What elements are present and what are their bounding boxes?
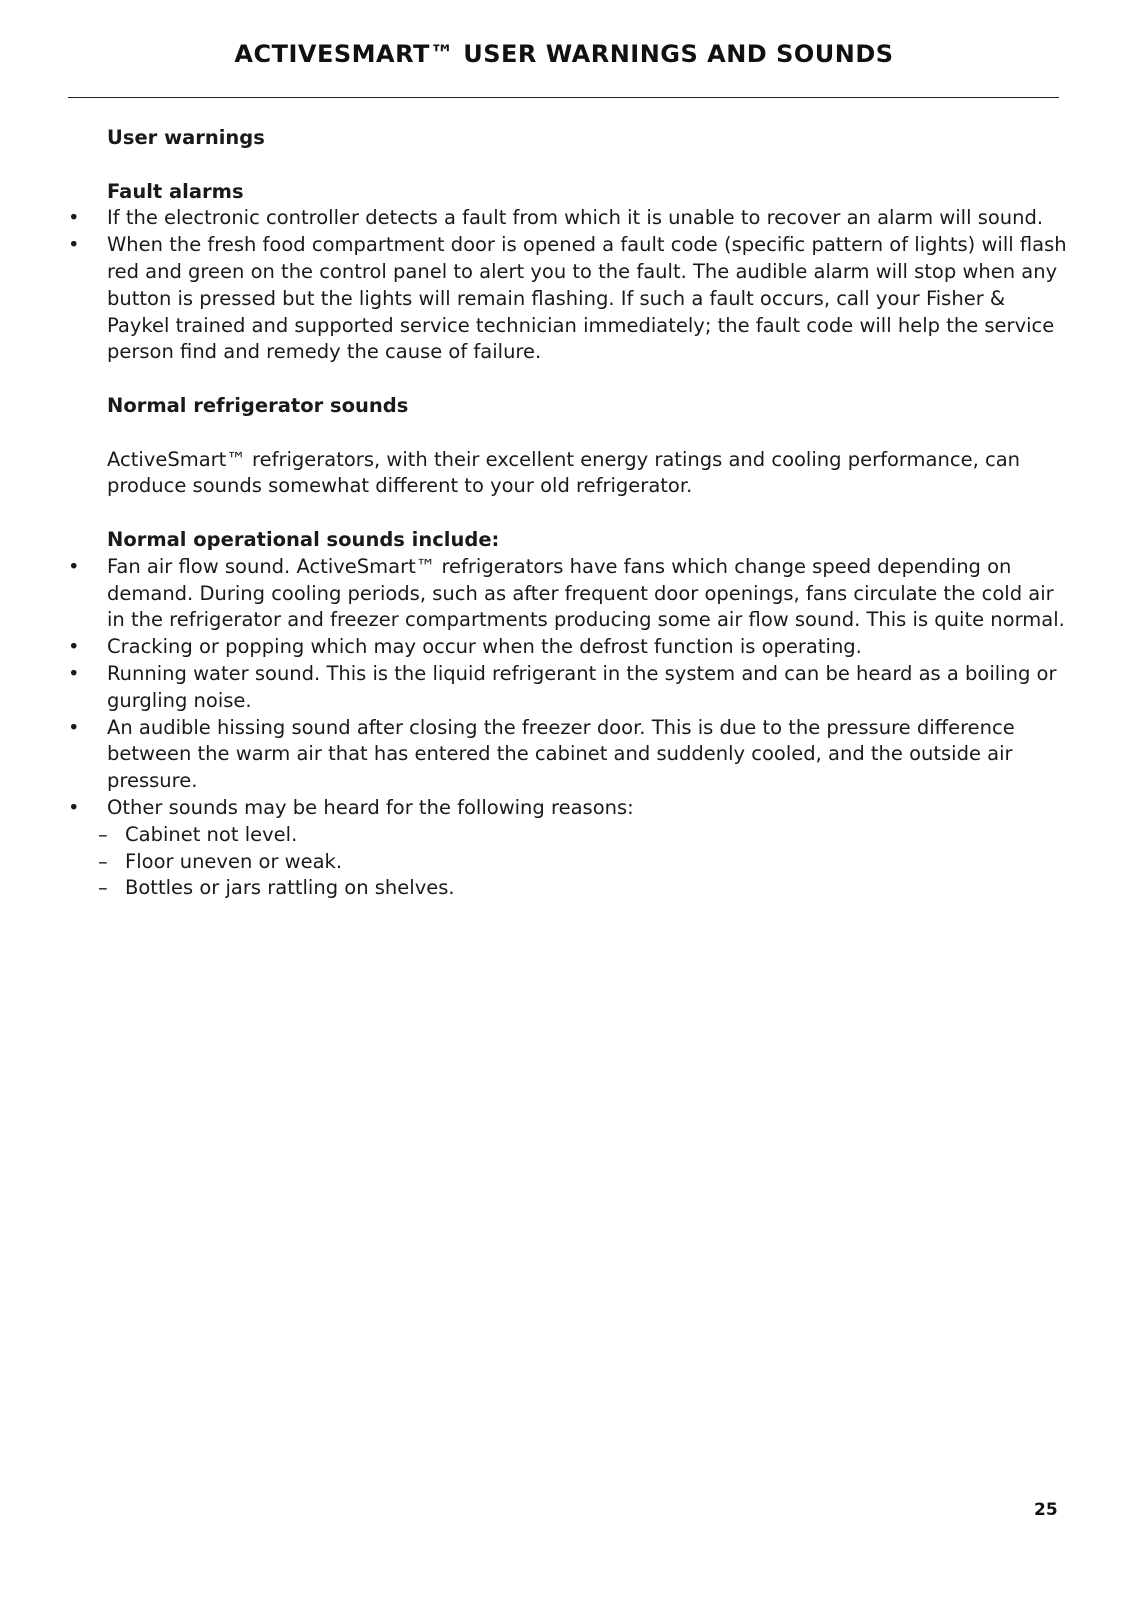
page-number: 25 — [1034, 1500, 1058, 1520]
list-item — [68, 554, 1068, 634]
dash-icon: – — [98, 822, 108, 846]
page-content — [68, 125, 1068, 902]
normal-sounds-heading: Normal refrigerator sounds — [107, 393, 409, 417]
fault-alarms-list — [68, 205, 1068, 366]
bullet-icon: • — [68, 635, 80, 659]
sub-list-item-text: Floor uneven or weak. — [125, 849, 343, 873]
list-item — [68, 205, 1068, 232]
list-item-text: If the electronic controller detects a fault from which it is unable to recover an alarm will sound. — [107, 206, 1044, 230]
list-item-text: Running water sound. This is the liquid refrigerant in the system and can be heard as a boiling or gurgling noise. — [107, 661, 1057, 712]
list-item — [68, 232, 1068, 366]
list-item-text: An audible hissing sound after closing the freezer door. This is due to the pressure difference between the warm air that has entered the cabinet and suddenly cooled, and the outside air pressure. — [107, 715, 1015, 793]
sub-list-item — [68, 822, 1068, 849]
list-item — [68, 715, 1068, 795]
other-reasons-list — [68, 822, 1068, 902]
bullet-icon: • — [68, 795, 80, 819]
operational-sounds-list — [68, 554, 1068, 822]
header-divider — [68, 97, 1059, 98]
list-item — [68, 661, 1068, 715]
list-item-text: Cracking or popping which may occur when the defrost function is operating. — [107, 635, 862, 659]
dash-icon: – — [98, 876, 108, 900]
spacer — [68, 366, 1068, 393]
bullet-icon: • — [68, 206, 80, 230]
spacer — [68, 152, 1068, 179]
sub-list-item-text: Bottles or jars rattling on shelves. — [125, 876, 455, 900]
spacer — [68, 500, 1068, 527]
sub-list-item — [68, 849, 1068, 876]
user-warnings-heading: User warnings — [107, 126, 265, 149]
bullet-icon: • — [68, 661, 80, 685]
dash-icon: – — [98, 849, 108, 873]
bullet-icon: • — [68, 233, 80, 257]
spacer — [68, 420, 1068, 447]
list-item-text: When the fresh food compartment door is opened a fault code (specific pattern of lights) will flash red and green on the control panel to alert you to the fault. The audible alarm will stop when any button is pressed but the lights will remain flashing. If such a fault occurs, call your Fisher & Paykel trained and supported service technician immediately; the fault code will help the service person find and remedy the cause of failure. — [107, 233, 1067, 364]
sub-list-item-text: Cabinet not level. — [125, 822, 298, 846]
bullet-icon: • — [68, 554, 80, 578]
fault-alarms-heading: Fault alarms — [107, 179, 244, 203]
sub-list-item — [68, 875, 1068, 902]
list-item — [68, 795, 1068, 822]
normal-sounds-paragraph: ActiveSmart™ refrigerators, with their excellent energy ratings and cooling performance, can produce sounds somewhat different to your old refrigerator. — [107, 447, 1021, 498]
list-item-text: Fan air flow sound. ActiveSmart™ refrigerators have fans which change speed depending on demand. During cooling periods, such as after frequent door openings, fans circulate the cold air in the refrigerator and freezer compartments producing some air flow sound. This is quite normal. — [107, 554, 1065, 632]
list-item — [68, 634, 1068, 661]
operational-sounds-heading: Normal operational sounds include: — [107, 527, 500, 551]
list-item-text: Other sounds may be heard for the following reasons: — [107, 795, 634, 819]
bullet-icon: • — [68, 715, 80, 739]
page-header: ACTIVESMART™ USER WARNINGS AND SOUNDS — [234, 40, 894, 68]
